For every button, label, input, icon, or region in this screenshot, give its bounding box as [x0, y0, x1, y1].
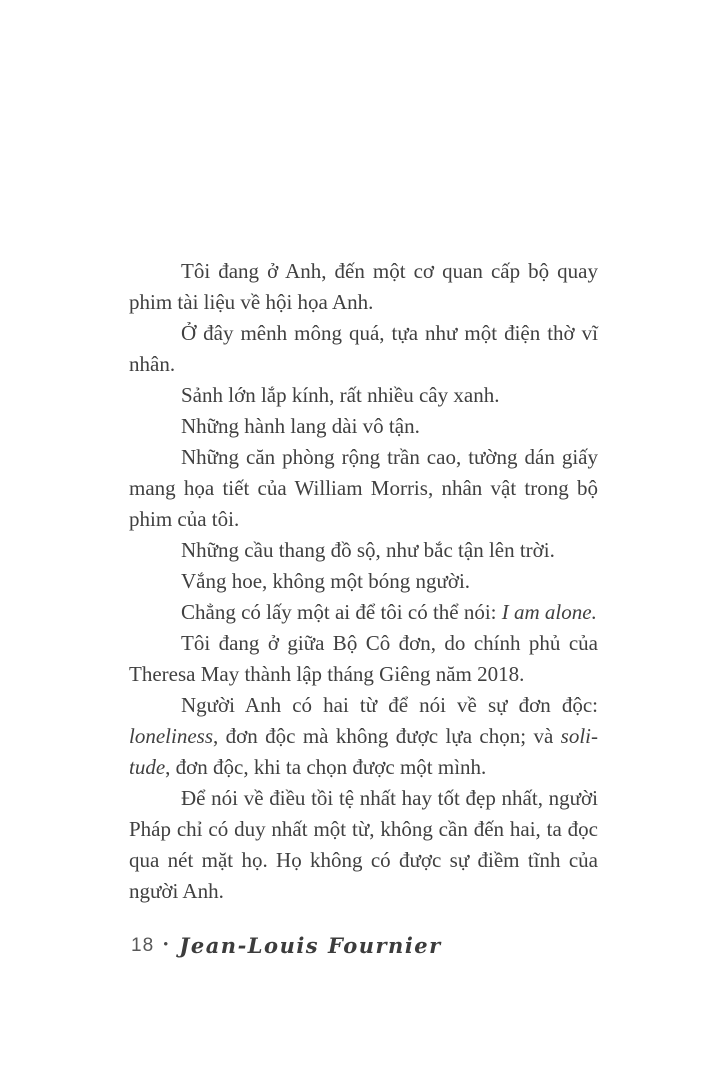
text-run: Ở đây mênh mông quá, tựa như một điện thờ vĩ nhân. — [129, 321, 598, 376]
text-run: Những căn phòng rộng trần cao, tường dán giấy mang họa tiết của William Morris, nhân vật trong bộ phim của tôi. — [129, 445, 598, 531]
italic-run: loneliness — [129, 724, 213, 748]
paragraph — [129, 256, 598, 318]
paragraph — [129, 597, 598, 628]
paragraph — [129, 411, 598, 442]
paragraph — [129, 442, 598, 535]
footer-bullet: • — [163, 937, 169, 953]
text-run: Để nói về điều tồi tệ nhất hay tốt đẹp nhất, người Pháp chỉ có duy nhất một từ, không cần đến hai, ta đọc qua nét mặt họ. Họ không có được sự điềm tĩnh của người Anh. — [129, 786, 598, 903]
page-number: 18 — [131, 934, 155, 956]
text-run: Sảnh lớn lắp kính, rất nhiều cây xanh. — [181, 383, 500, 407]
text-run: Tôi đang ở giữa Bộ Cô đơn, do chính phủ của Theresa May thành lập tháng Giêng năm 2018. — [129, 631, 598, 686]
text-run: , đơn độc, khi ta chọn được một mình. — [165, 755, 487, 779]
text-run: , đơn độc mà không được lựa chọn; và — [213, 724, 561, 748]
text-run: Người Anh có hai từ để nói về sự đơn độc: — [181, 693, 598, 717]
paragraph — [129, 690, 598, 783]
text-run: Những hành lang dài vô tận. — [181, 414, 420, 438]
paragraph — [129, 318, 598, 380]
paragraph — [129, 380, 598, 411]
italic-run: solitude — [129, 724, 598, 779]
footer-author: Jean-Louis Fournier — [179, 933, 442, 958]
text-run: Vắng hoe, không một bóng người. — [181, 569, 471, 593]
paragraph — [129, 783, 598, 907]
paragraph — [129, 566, 598, 597]
paragraph — [129, 535, 598, 566]
text-run: Tôi đang ở Anh, đến một cơ quan cấp bộ quay phim tài liệu về hội họa Anh. — [129, 259, 598, 314]
text-run: Chẳng có lấy một ai để tôi có thể nói: — [181, 600, 502, 624]
paragraph — [129, 628, 598, 690]
text-run: Những cầu thang đồ sộ, như bắc tận lên trời. — [181, 538, 555, 562]
italic-run: I am alone. — [501, 600, 597, 624]
page-footer — [131, 933, 442, 958]
body-text — [129, 256, 598, 907]
